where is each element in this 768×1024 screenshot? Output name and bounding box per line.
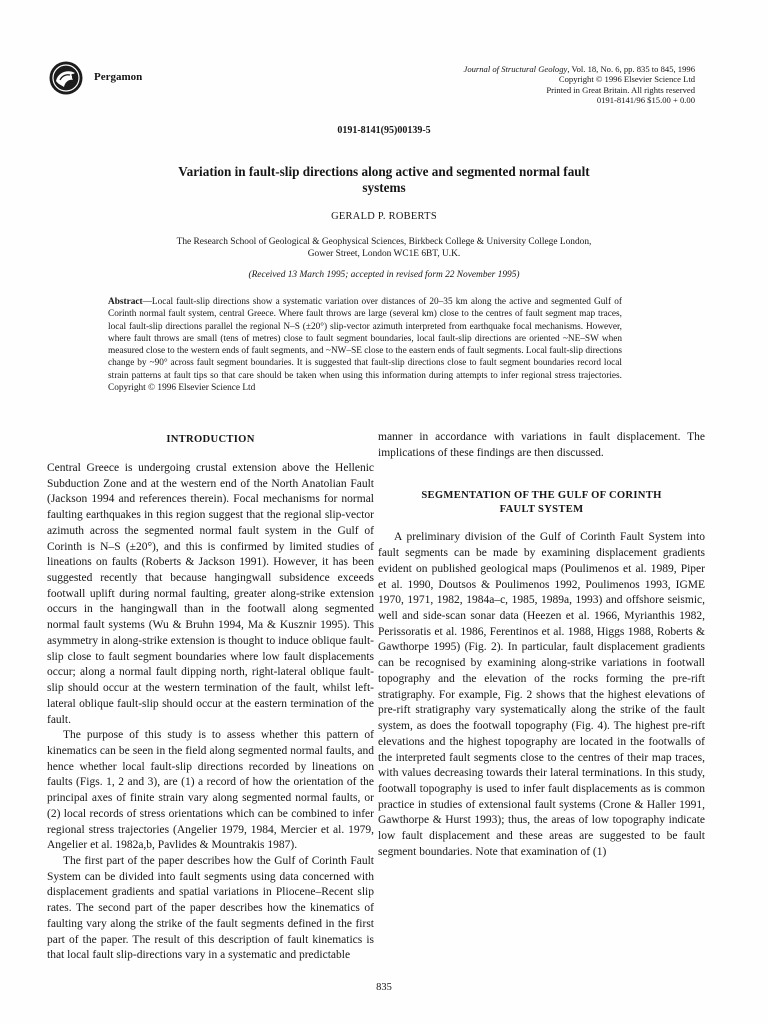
received-text: (Received 13 March 1995; accepted in revised form 22 November 1995) (248, 270, 520, 280)
intro-paragraph-3: The first part of the paper describes how the Gulf of Corinth Fault System can be divided into fault segments using data concerned with displacement gradients and spatial variations in Pliocene–Recent slip rates. The second part of the paper describes how the kinematics of faulting vary along the strike of the fault segments defined in the first part of the paper. The result of this description of fault kinematics is that local fault slip-directions vary in a systematic and predictable (47, 854, 374, 962)
intro-paragraph-3-continued: manner in accordance with variations in fault displacement. The implications of these findings are then discussed. (378, 431, 705, 459)
received-dates (0, 270, 768, 280)
segmentation-heading (378, 489, 705, 517)
title-line-2: systems (362, 179, 406, 195)
right-column (378, 430, 705, 861)
pergamon-logo-icon (48, 60, 84, 96)
price-line: 0191-8141/96 $15.00 + 0.00 (596, 95, 695, 106)
abstract-text: —Local fault-slip directions show a systematic variation over distances of 20–35 km along the active and segmented Gulf of Corinth normal fault system, central Greece. Where fault throws are large (several km) close to the centres of fault segment map traces, local fault-slip directions parallel the regional N–S (±20°) slip-vector azimuth interpreted from earthquake focal mechanisms. However, where fault throws are small (tens of metres) close to fault segment boundaries, local fault-slip directions are oriented ~NE–SW when measured close to the western ends of fault segments, and ~NW–SE close to the eastern ends of fault segments. Local fault-slip directions change by ~90° across fault segment boundaries. It is suggested that fault-slip directions close to fault segment boundaries record local strain patterns at fault tips so that care should be taken when using this information during attempts to infer regional stress trajectories. Copyright © 1996 Elsevier Science Ltd (108, 297, 622, 394)
segmentation-heading-line-2: FAULT SYSTEM (499, 504, 584, 516)
copyright-line: Copyright © 1996 Elsevier Science Ltd (558, 74, 695, 85)
abstract (108, 296, 622, 394)
journal-info (464, 64, 696, 106)
printed-line: Printed in Great Britain. All rights reserved (546, 84, 695, 95)
intro-paragraph-2: The purpose of this study is to assess whether this pattern of kinematics can be seen in the field along segmented normal faults, and hence whether local fault-slip directions recorded by lineations on faults (Figs. 1, 2 and 3), are (1) a record of how the orientation of the principal axes of finite strain vary along segmented normal faults, or (2) local records of stress orientations which can be combined to infer regional stress trajectories (Angelier 1979, 1984, Mercier et al. 1979, Angelier et al. 1982a,b, Pavlides & Mountrakis 1987). (47, 729, 374, 852)
publisher-name: Pergamon (94, 71, 143, 83)
intro-paragraph-1: Central Greece is undergoing crustal extension above the Hellenic Subduction Zone and at the western end of the North Anatolian Fault (Jackson 1994 and references therein). Focal mechanisms for normal faulting earthquakes in this region suggest that the regional slip-vector azimuth across the segmented normal fault system in the Gulf of Corinth is N–S (±20°), and this is confirmed by limited studies of lineations on faults (Roberts & Jackson 1991). However, it has been suggested recently that because hangingwall subsidence exceeds footwall uplift during normal faulting, greater along-strike extension occurs in the hangingwall than in the footwall along segmented normal fault systems (Wu & Bruhn 1994, Ma & Kusznir 1995). This asymmetry in along-strike extension is thought to induce oblique fault-slip close to fault segment boundaries where low fault displacements occur; along a normal fault dipping north, right-lateral oblique fault-slip should occur at the western termination of the fault, whilst left-lateral oblique fault-slip should occur at the eastern termination of the fault. (47, 462, 374, 726)
author-name: GERALD P. ROBERTS (331, 211, 437, 222)
journal-citation (464, 64, 696, 74)
journal-volume: , Vol. 18, No. 6, pp. 835 to 845, 1996 (567, 64, 695, 74)
segmentation-heading-line-1: SEGMENTATION OF THE GULF OF CORINTH (421, 490, 662, 502)
affiliation-line-1: The Research School of Geological & Geophysical Sciences, Birkbeck College & University College London, (176, 237, 592, 247)
left-column (47, 430, 374, 964)
article-doi: 0191-8141(95)00139-5 (337, 125, 431, 136)
segmentation-paragraph-1: A preliminary division of the Gulf of Corinth Fault System into fault segments can be made by examining displacement gradients evident on published geological maps (Poulimenos et al. 1989, Piper et al. 1990, Doutsos & Poulimenos 1992, Poulimenos 1993, IGME 1970, 1971, 1982, 1984a–c, 1985, 1989a, 1993) and offshore seismic, well and side-scan sonar data (Heezen et al. 1966, Myrianthis 1982, Perissoratis et al. 1986, Ferentinos et al. 1988, Higgs 1988, Roberts & Gawthorpe 1995) (Fig. 2). In particular, fault displacement gradients can be recognised by examining along-strike variations in footwall topography and the elevation of the rocks forming the pre-rift stratigraphy. For example, Fig. 2 shows that the highest elevations of pre-rift stratigraphy vary systematically along the strike of the fault system, as does the footwall topography (Fig. 4). The highest pre-rift elevations and the highest topography are located in the footwalls of the interpreted fault segments close to the centres of their map traces, with values decreasing towards their lateral terminations. In this study, footwall topography is used to infer fault displacements as is common practice in studies of extensional fault systems (Crone & Haller 1991, Gawthorpe & Hurst 1993); thus, the areas of low topography indicate low fault displacement and these areas are suggested to be fault segment boundaries. Note that examination of (1) (378, 531, 705, 858)
affiliation-line-2: Gower Street, London WC1E 6BT, U.K. (307, 249, 461, 260)
title-line-1: Variation in fault-slip directions along active and segmented normal fault (178, 164, 590, 179)
article-title (110, 164, 658, 195)
right-column-content (378, 430, 705, 461)
journal-name: Journal of Structural Geology (463, 64, 568, 74)
author-affiliation (100, 236, 668, 260)
abstract-label: Abstract (108, 297, 143, 307)
page-number: 835 (376, 982, 392, 993)
introduction-heading: INTRODUCTION (166, 434, 255, 445)
